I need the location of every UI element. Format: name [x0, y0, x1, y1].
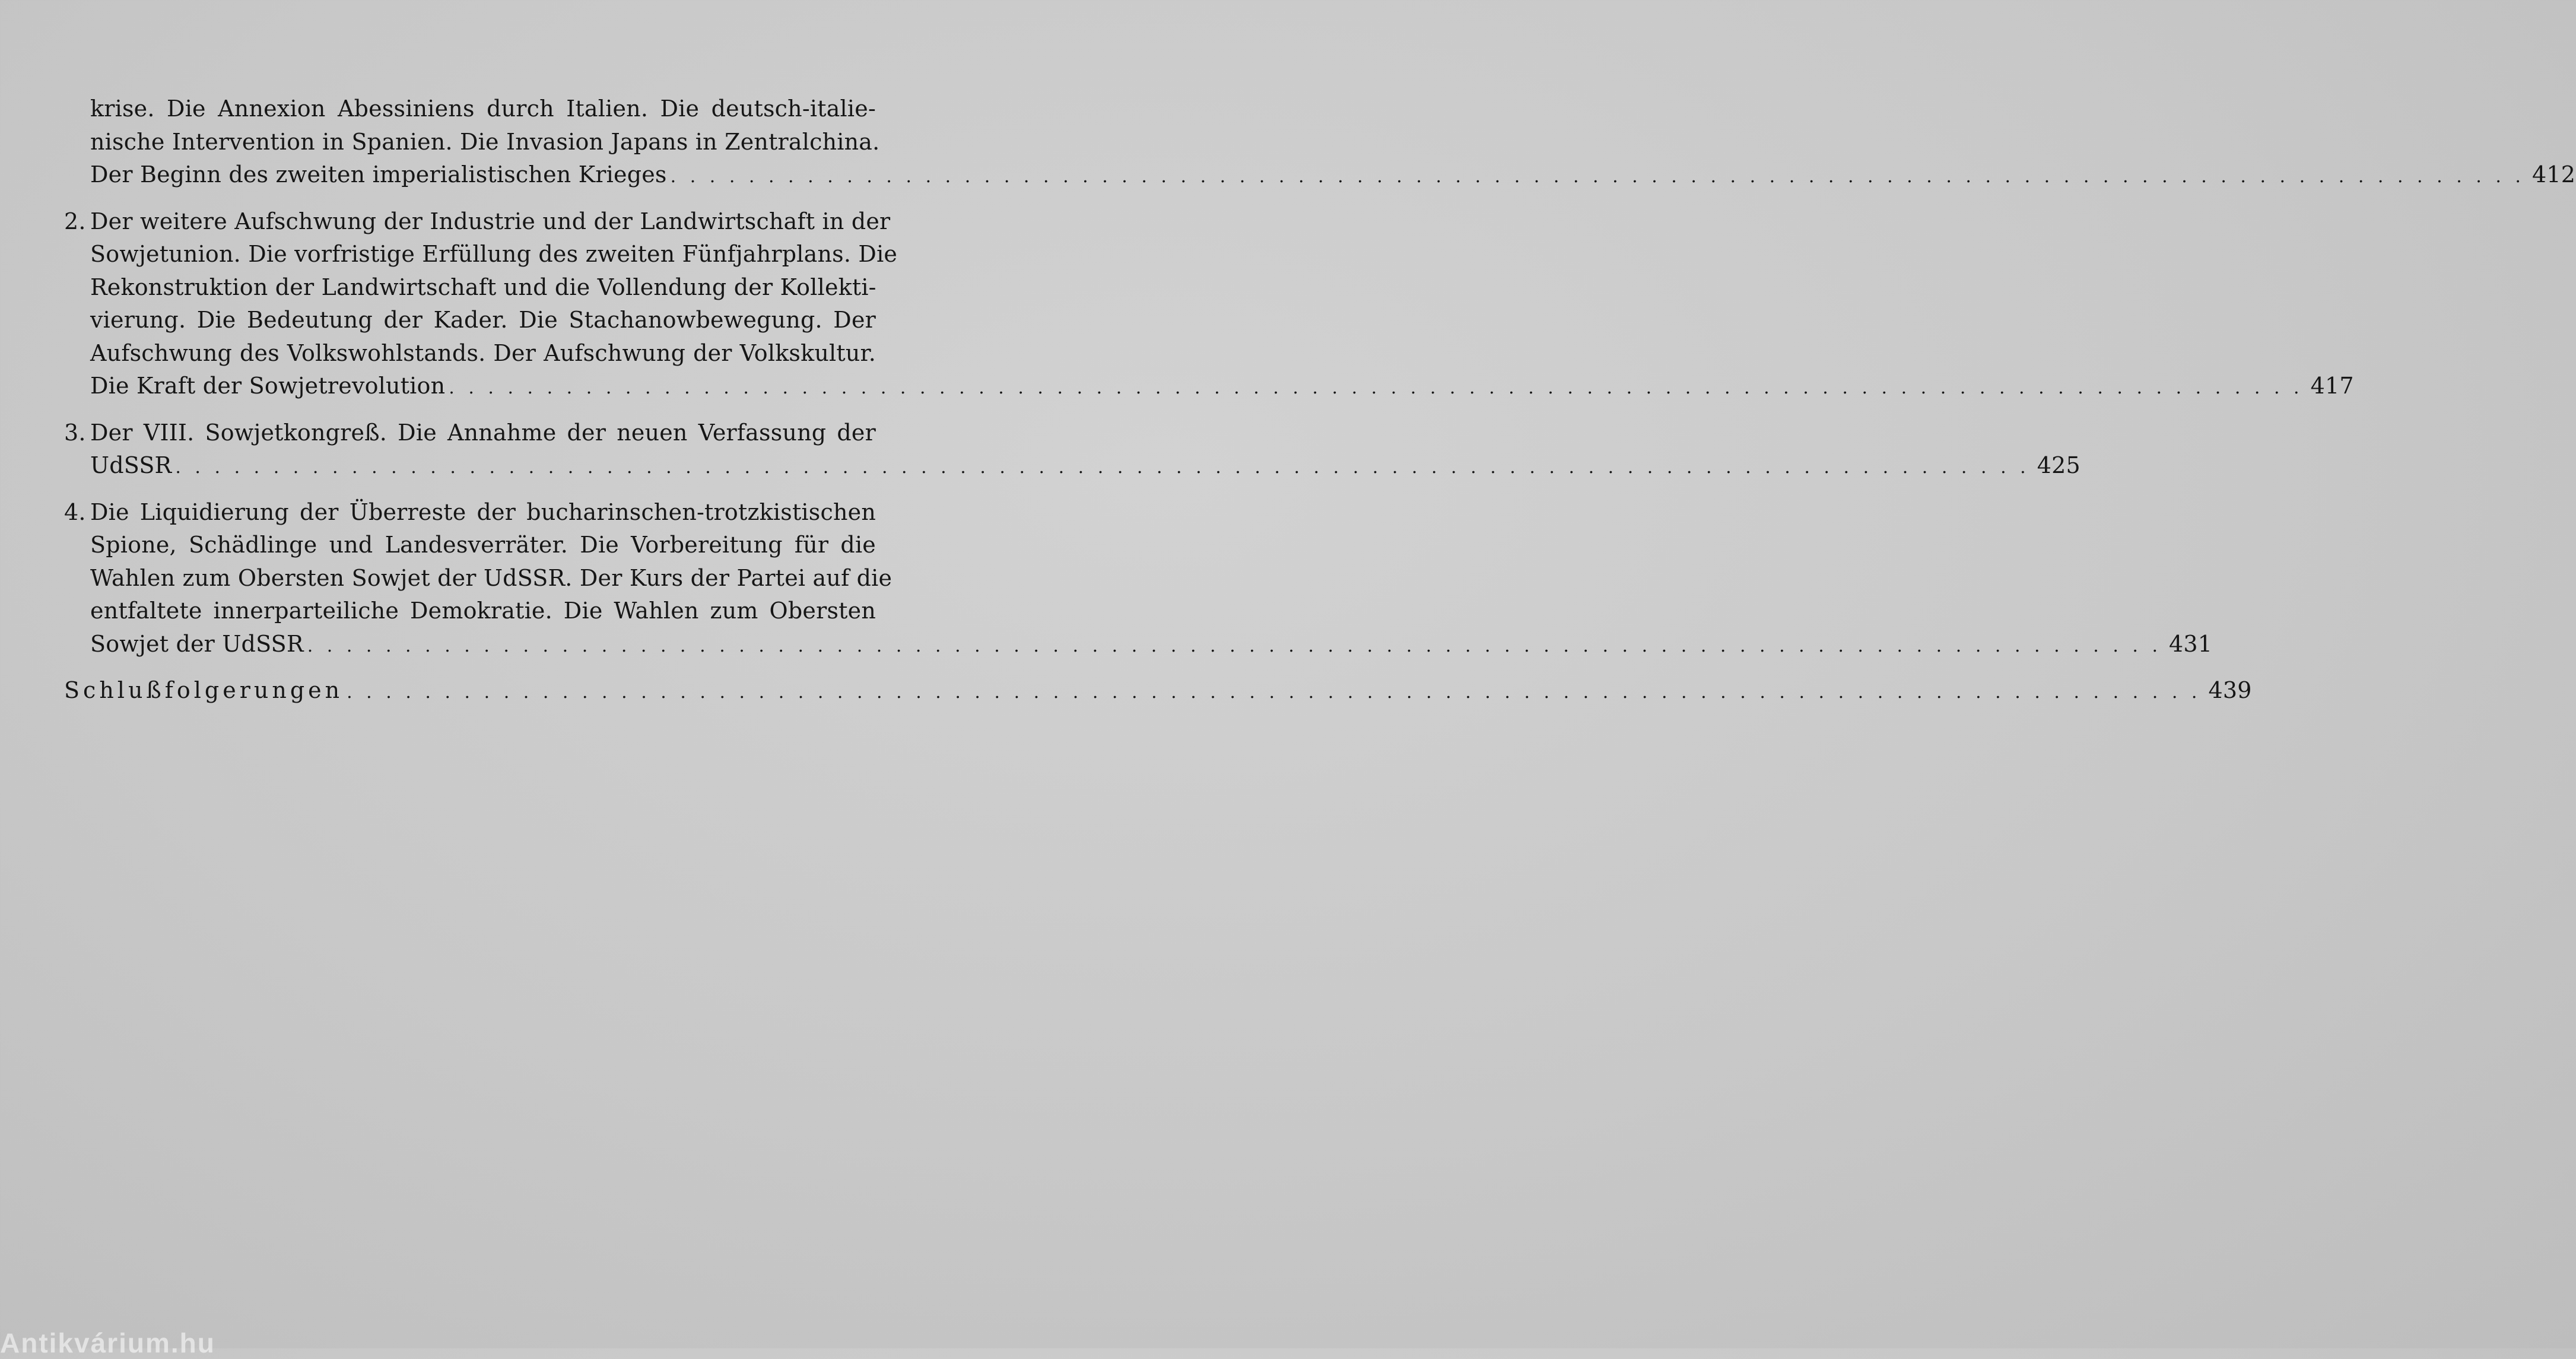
- page-number: 412: [2531, 161, 2576, 188]
- leader-dots: . . . . . . . . . . . . . . . . . . . . . . . . . . . . . . . . . . . . . . . . . . . . . . . . . . . . . . . . . . . . . . . . . . . . . . . . . . . . . . . . . . . . . . . . . . . . . . .: [449, 377, 2304, 398]
- toc-entry-3: [64, 417, 2081, 482]
- toc-line: Sowjetunion. Die vorfristige Erfüllung des zweiten Fünfjahrplans. Die: [90, 241, 898, 267]
- entry-number: 2.: [64, 208, 86, 234]
- toc-line: vierung. Die Bedeutung der Kader. Die Stachanowbewegung. Der: [90, 307, 876, 333]
- toc-last-line: [90, 158, 2576, 192]
- toc-line: krise. Die Annexion Abessiniens durch Italien. Die deutsch-italie-: [90, 96, 876, 122]
- watermark: Antikvárium.hu: [0, 1328, 215, 1358]
- toc-line: UdSSR: [90, 452, 172, 478]
- entry-number: 4.: [64, 498, 86, 525]
- toc-entry-1: [64, 93, 2576, 192]
- toc-entry-conclusion: [64, 674, 2252, 707]
- toc-line: Die Kraft der Sowjetrevolution: [90, 373, 446, 399]
- leader-dots: . . . . . . . . . . . . . . . . . . . . . . . . . . . . . . . . . . . . . . . . . . . . . . . . . . . . . . . . . . . . . . . . . . . . . . . . . . . . . . . . . . . . . . . . . . . . . . .: [347, 682, 2202, 703]
- toc-entry-4: [64, 496, 2213, 661]
- toc-entry-2: [64, 205, 2354, 403]
- toc-line: Spione, Schädlinge und Landesverräter. Die Vorbereitung für die: [90, 532, 876, 558]
- toc-last-line: [64, 674, 2252, 707]
- conclusion-title: Schlußfolgerungen: [64, 677, 344, 703]
- toc-line: Die Liquidierung der Überreste der bucharinschen-trotzkistischen: [90, 498, 876, 525]
- leader-dots: . . . . . . . . . . . . . . . . . . . . . . . . . . . . . . . . . . . . . . . . . . . . . . . . . . . . . . . . . . . . . . . . . . . . . . . . . . . . . . . . . . . . . . . . . . . . . . .: [175, 457, 2030, 478]
- toc-line: Der VIII. Sowjetkongreß. Die Annahme der neuen Verfassung der: [90, 419, 876, 446]
- page-number: 431: [2169, 630, 2213, 657]
- leader-dots: . . . . . . . . . . . . . . . . . . . . . . . . . . . . . . . . . . . . . . . . . . . . . . . . . . . . . . . . . . . . . . . . . . . . . . . . . . . . . . . . . . . . . . . . . . . . . . .: [307, 635, 2162, 656]
- toc-line: entfaltete innerparteiliche Demokratie. Die Wahlen zum Obersten: [90, 598, 876, 624]
- toc-line: Wahlen zum Obersten Sowjet der UdSSR. Der Kurs der Partei auf die: [90, 564, 892, 591]
- toc-line: Rekonstruktion der Landwirtschaft und die Vollendung der Kollekti-: [90, 274, 876, 300]
- toc-line: Sowjet der UdSSR: [90, 630, 304, 657]
- page-number: 439: [2208, 677, 2252, 703]
- page-number: 417: [2310, 373, 2354, 399]
- toc-line: nische Intervention in Spanien. Die Invasion Japans in Zentralchina.: [90, 128, 880, 155]
- entry-number: 3.: [64, 419, 86, 446]
- toc-last-line: [90, 449, 2081, 482]
- table-of-contents: [64, 93, 2576, 707]
- toc-line: Aufschwung des Volkswohlstands. Der Aufschwung der Volkskultur.: [90, 339, 876, 366]
- toc-line: Der Beginn des zweiten imperialistischen Krieges: [90, 161, 667, 188]
- toc-last-line: [90, 628, 2213, 661]
- toc-line: Der weitere Aufschwung der Industrie und der Landwirtschaft in der: [90, 208, 891, 234]
- toc-last-line: [90, 370, 2354, 403]
- leader-dots: . . . . . . . . . . . . . . . . . . . . . . . . . . . . . . . . . . . . . . . . . . . . . . . . . . . . . . . . . . . . . . . . . . . . . . . . . . . . . . . . . . . . . . . . . . . . . . .: [670, 166, 2525, 187]
- page-number: 425: [2037, 452, 2081, 478]
